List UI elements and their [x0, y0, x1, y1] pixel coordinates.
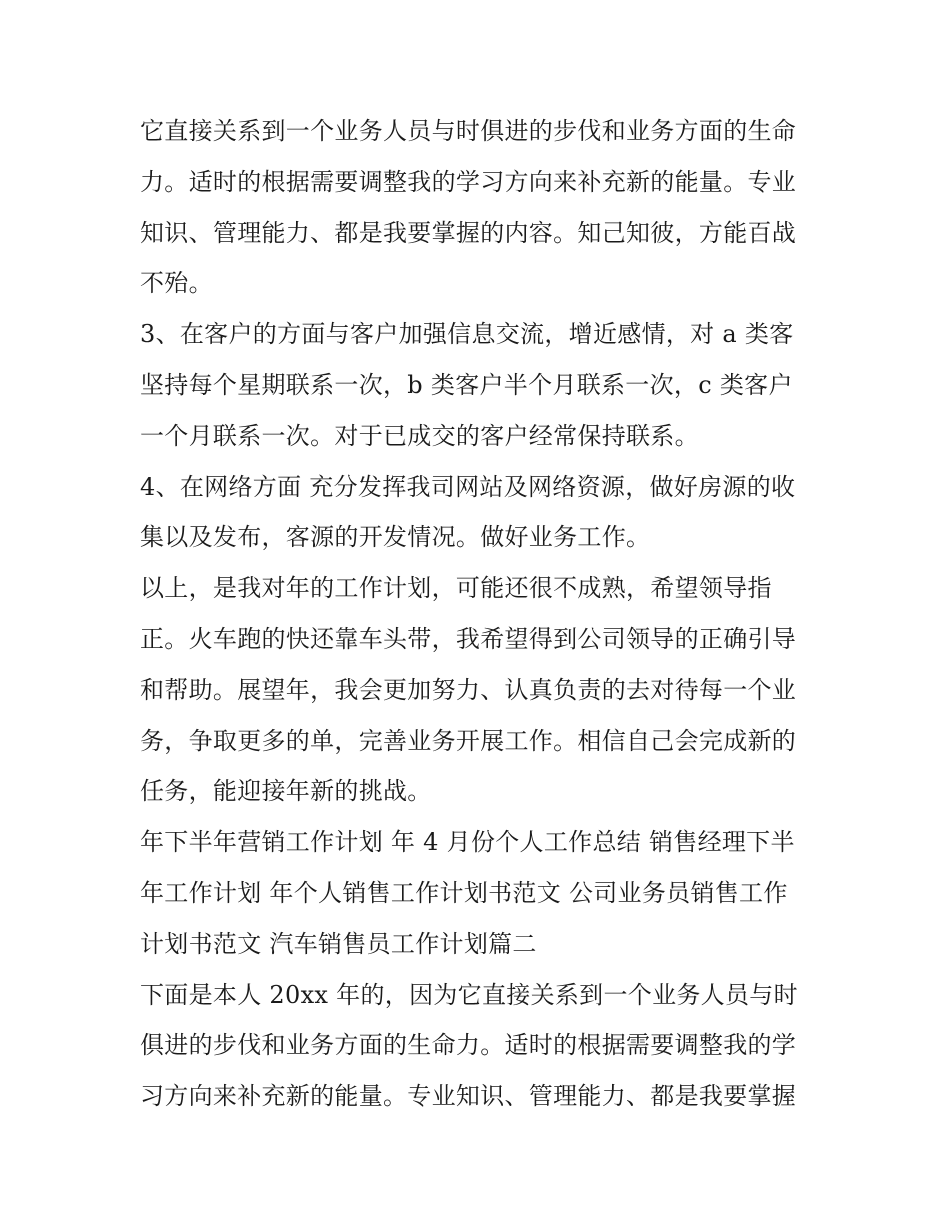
text-line: 计划书范文 汽车销售员工作计划篇二: [140, 929, 537, 958]
text-line: 务，争取更多的单，完善业务开展工作。相信自己会完成新的: [140, 726, 797, 755]
text-line: 俱进的步伐和业务方面的生命力。适时的根据需要调整我的学: [140, 1031, 797, 1060]
text-line: 正。火车跑的快还靠车头带，我希望得到公司领导的正确引导: [140, 624, 797, 653]
text-line: 它直接关系到一个业务人员与时俱进的步伐和业务方面的生命: [140, 117, 797, 145]
text-line: 年工作计划 年个人销售工作计划书范文 公司业务员销售工作: [140, 878, 788, 907]
document-body: [140, 106, 820, 1122]
text-line: 年下半年营销工作计划 年 4 月份个人工作总结 销售经理下半: [140, 828, 795, 857]
text-line: 知识、管理能力、都是我要掌握的内容。知己知彼，方能百战: [140, 218, 797, 247]
text-line: 力。适时的根据需要调整我的学习方向来补充新的能量。专业: [140, 167, 797, 196]
text-line: 3、在客户的方面与客户加强信息交流，增近感情，对 a 类客: [140, 320, 794, 349]
text-line: 和帮助。展望年，我会更加努力、认真负责的去对待每一个业: [140, 675, 797, 704]
text-line: 一个月联系一次。对于已成交的客户经常保持联系。: [140, 421, 699, 450]
text-line: 任务，能迎接年新的挑战。: [140, 777, 432, 806]
text-line: 4、在网络方面 充分发挥我司网站及网络资源，做好房源的收: [140, 472, 796, 501]
text-line: 坚持每个星期联系一次，b 类客户半个月联系一次，c 类客户: [140, 370, 793, 399]
text-line: 以上，是我对年的工作计划，可能还很不成熟，希望领导指: [140, 574, 772, 603]
text-line: 习方向来补充新的能量。专业知识、管理能力、都是我要掌握: [140, 1082, 797, 1111]
text-line: 集以及发布，客源的开发情况。做好业务工作。: [140, 523, 651, 552]
text-line: 下面是本人 20xx 年的，因为它直接关系到一个业务人员与时: [140, 980, 798, 1009]
text-line: 不殆。: [140, 269, 213, 298]
